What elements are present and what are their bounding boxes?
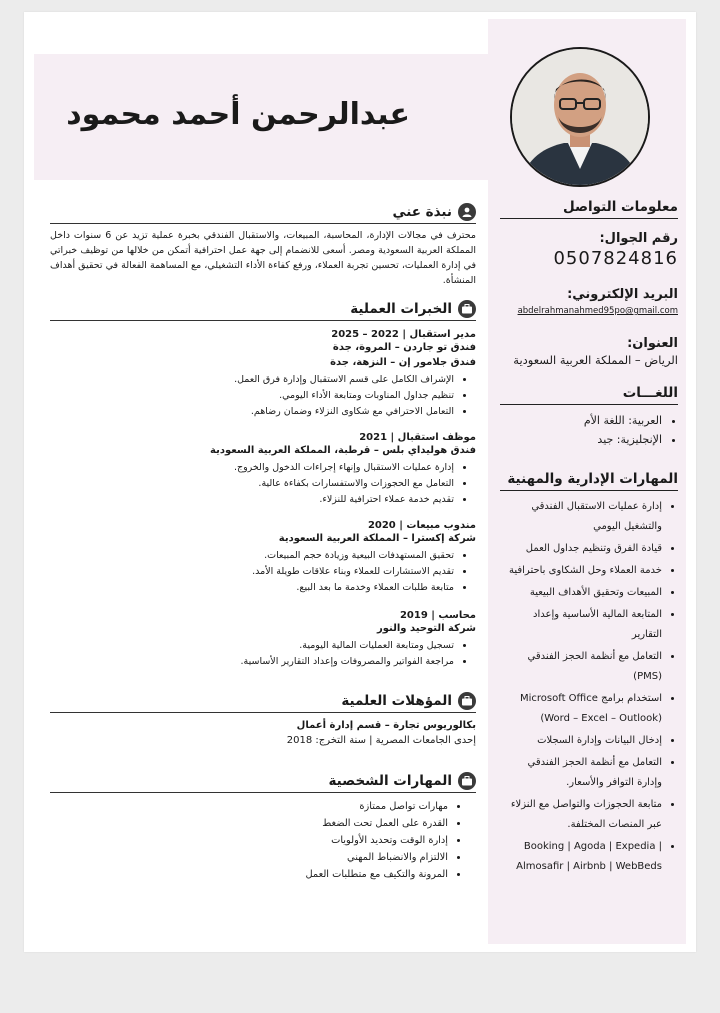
briefcase-icon	[458, 692, 476, 710]
list-item: • الالتزام والانضباط المهني	[50, 849, 448, 866]
personal-skills-heading: المهارات الشخصية	[328, 773, 452, 789]
email-link[interactable]: abdelrahmanahmed95po@gmail.com	[517, 306, 678, 316]
degree: بكالوريوس تجارة – قسم إدارة أعمال	[296, 720, 476, 731]
briefcase-icon	[458, 300, 476, 318]
job-title: محاسب | 2019	[399, 610, 476, 621]
list-item: • التعامل مع أنظمة الحجز الفندقي (PMS)	[500, 647, 662, 687]
job-entry	[50, 610, 476, 670]
address-label: العنوان:	[627, 336, 678, 351]
phone-number[interactable]: 0507824816	[553, 248, 678, 269]
list-item: • الإشراف الكامل على قسم الاستقبال وإدارة فرق العمل.	[50, 372, 454, 388]
job-entry	[50, 432, 476, 508]
list-item: • متابعة الحجوزات والتواصل مع النزلاء عبر المنصات المختلفة.	[500, 795, 662, 835]
about-text: محترف في مجالات الإدارة، المحاسبة، المبيعات، والاستقبال الفندقي بخبرة عملية تزيد عن 6 سنوات داخل المملكة العربية السعودية ومصر. أسعى للانضمام إلى جهة عمل احترافية أتمكن من خلالها من توظيف خبراتي في إدارة العمليات، تحسين تجربة العملاء، ورفع كفاءة الأداء التشغيلي، مع المساهمة الفعالة في تحقيق أهداف المنشأة.	[50, 230, 476, 286]
list-item: • مهارات تواصل ممتازة	[50, 798, 448, 815]
job-place: فندق تو جاردن – المروة، جدة	[332, 342, 476, 353]
job-place: فندق هوليداي بلس – قرطبة، المملكة العربية السعودية	[210, 445, 476, 456]
job-place: فندق جلامور إن – النزهة، جدة	[330, 357, 476, 368]
job-place: شركة إكسترا – المملكة العربية السعودية	[278, 533, 476, 544]
briefcase-icon	[458, 772, 476, 790]
list-item: • قيادة الفرق وتنظيم جداول العمل	[500, 539, 662, 559]
phone-label: رقم الجوال:	[599, 231, 678, 246]
list-item: • متابعة طلبات العملاء وخدمة ما بعد البيع.	[50, 580, 454, 596]
job-title: مندوب مبيعات | 2020	[367, 520, 476, 531]
list-item: • المتابعة المالية الأساسية وإعداد التقارير	[500, 605, 662, 645]
languages-heading: اللغـــات	[500, 385, 678, 405]
list-item: • الإنجليزية: جيد	[500, 430, 662, 449]
list-item: • القدرة على العمل تحت الضغط	[50, 815, 448, 832]
list-item: • إدارة عمليات الاستقبال وإنهاء إجراءات الدخول والخروج.	[50, 460, 454, 476]
list-item: • التعامل مع أنظمة الحجز الفندقي وإدارة التوافر والأسعار.	[500, 753, 662, 793]
list-item: • تقديم الاستشارات للعملاء وبناء علاقات طويلة الأمد.	[50, 564, 454, 580]
admin-skills-heading: المهارات الإدارية والمهنية	[500, 471, 678, 491]
education-heading: المؤهلات العلمية	[341, 693, 452, 709]
list-item: • استخدام برامج Microsoft Office (Word – Excel – Outlook)	[500, 689, 662, 729]
user-icon	[458, 203, 476, 221]
languages-list	[500, 411, 678, 449]
list-item: • تنظيم جداول المناوبات ومتابعة الأداء اليومي.	[50, 388, 454, 404]
main-column	[50, 203, 476, 883]
about-section-header	[50, 203, 476, 224]
sidebar	[500, 199, 678, 879]
experience-heading: الخبرات العملية	[350, 301, 452, 317]
degree-details: إحدى الجامعات المصرية | سنة التخرج: 2018	[286, 735, 476, 746]
full-name: عبدالرحمن أحمد محمود	[66, 97, 410, 132]
admin-skills-list	[500, 497, 678, 877]
list-item: • مراجعة الفواتير والمصروفات وإعداد التقارير الأساسية.	[50, 654, 454, 670]
list-item: • التعامل الاحترافي مع شكاوى النزلاء وضمان رضاهم.	[50, 404, 454, 420]
list-item: • التعامل مع الحجوزات والاستفسارات بكفاءة عالية.	[50, 476, 454, 492]
list-item: • إدارة عمليات الاستقبال الفندقي والتشغيل اليومي	[500, 497, 662, 537]
address-value: الرياض – المملكة العربية السعودية	[513, 353, 678, 367]
job-duties	[50, 372, 476, 420]
person-portrait-icon	[512, 49, 648, 185]
list-item: • Booking | Agoda | Expedia | Almosafir | Airbnb | WebBeds	[500, 837, 662, 877]
list-item: • تحقيق المستهدفات البيعية وزيادة حجم المبيعات.	[50, 548, 454, 564]
job-title: موظف استقبال | 2021	[359, 432, 476, 443]
email-label: البريد الإلكتروني:	[567, 287, 678, 302]
education-section-header	[50, 692, 476, 713]
list-item: • إدخال البيانات وإدارة السجلات	[500, 731, 662, 751]
job-duties	[50, 548, 476, 596]
list-item: • تسجيل ومتابعة العمليات المالية اليومية.	[50, 638, 454, 654]
job-duties	[50, 460, 476, 508]
education-entry	[50, 718, 476, 748]
profile-photo	[510, 47, 650, 187]
list-item: • المرونة والتكيف مع متطلبات العمل	[50, 866, 448, 883]
job-entry	[50, 329, 476, 420]
list-item: • إدارة الوقت وتحديد الأولويات	[50, 832, 448, 849]
list-item: • العربية: اللغة الأم	[500, 411, 662, 430]
personal-skills-list	[50, 798, 476, 883]
experience-section-header	[50, 300, 476, 321]
resume-content	[34, 19, 686, 944]
job-place: شركة التوحيد والنور	[376, 623, 476, 634]
job-title: مدير استقبال | 2022 – 2025	[331, 329, 476, 340]
contact-heading: معلومات التواصل	[500, 199, 678, 219]
list-item: • تقديم خدمة عملاء احترافية للنزلاء.	[50, 492, 454, 508]
personal-skills-section-header	[50, 772, 476, 793]
list-item: • المبيعات وتحقيق الأهداف البيعية	[500, 583, 662, 603]
about-heading: نبذة عني	[392, 204, 452, 220]
job-duties	[50, 638, 476, 670]
job-entry	[50, 520, 476, 596]
list-item: • خدمة العملاء وحل الشكاوى باحترافية	[500, 561, 662, 581]
